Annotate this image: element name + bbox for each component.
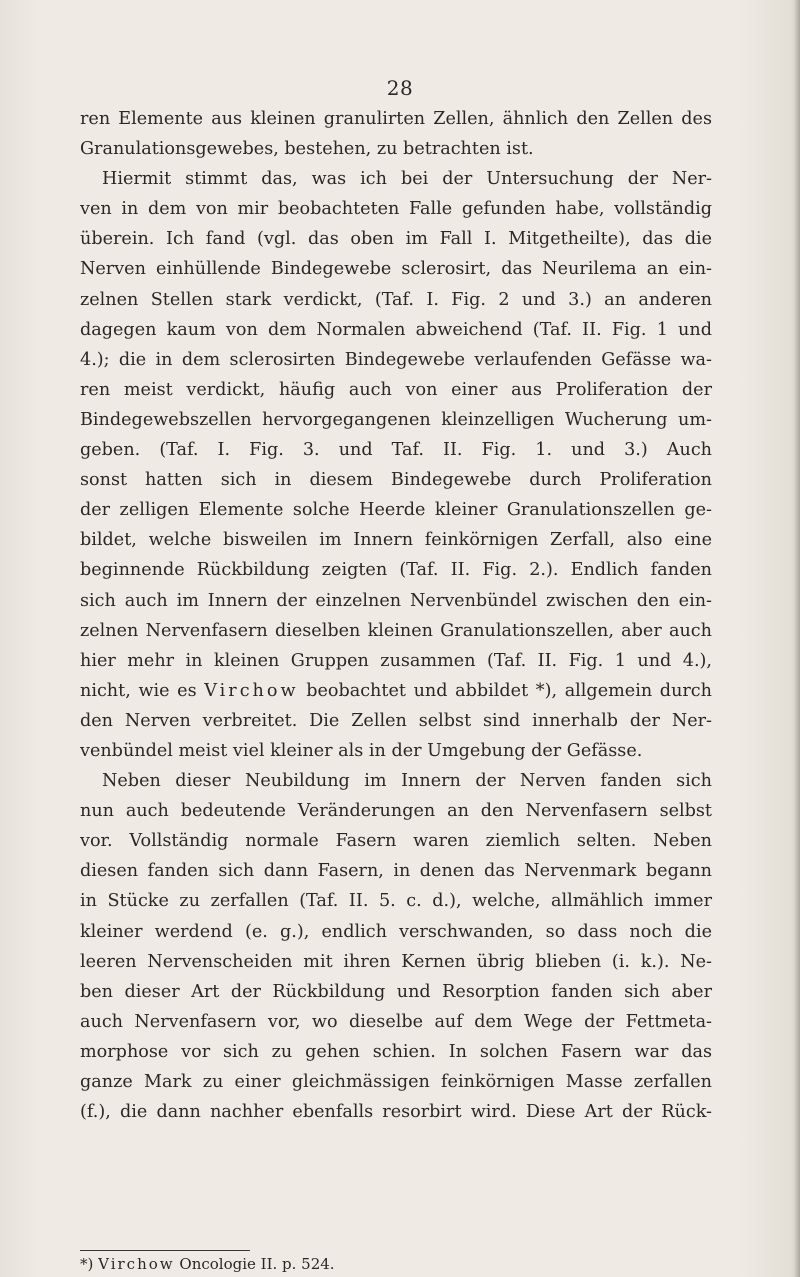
text-line: Granulationsgewebes, bestehen, zu betrachten ist. — [80, 139, 534, 160]
text-line: 4.); die in dem sclerosirten Bindegewebe verlaufenden Gefässe wa- — [80, 349, 712, 370]
text-line: zelnen Stellen stark verdickt, (Taf. I. Fig. 2 und 3.) an anderen — [80, 289, 712, 310]
footnote-author: Virchow — [98, 1255, 175, 1273]
text-line: bildet, welche bisweilen im Innern feinkörnigen Zerfall, also eine — [80, 530, 712, 551]
text-line: der zelligen Elemente solche Heerde kleiner Granulationszellen ge- — [80, 500, 712, 521]
footnote — [80, 1254, 335, 1274]
text-line: sich auch im Innern der einzelnen Nervenbündel zwischen den ein- — [80, 590, 712, 611]
text-line: Nerven einhüllende Bindegewebe sclerosirt, das Neurilema an ein- — [80, 259, 712, 280]
author-name: Virchow — [204, 680, 299, 701]
text-line: sonst hatten sich in diesem Bindegewebe durch Proliferation — [80, 470, 712, 491]
text-line-with-author — [80, 676, 712, 706]
text-line: Hiermit stimmt das, was ich bei der Untersuchung der Ner- — [102, 169, 712, 190]
text-line: hier mehr in kleinen Gruppen zusammen (Taf. II. Fig. 1 und 4.), — [80, 650, 712, 671]
text-line: ren meist verdickt, häufig auch von einer aus Proliferation der — [80, 379, 712, 400]
text-line: ren Elemente aus kleinen granulirten Zellen, ähnlich den Zellen des — [80, 109, 712, 129]
text-line: venbündel meist viel kleiner als in der Umgebung der Gefässe. — [80, 740, 643, 761]
text-line: überein. Ich fand (vgl. das oben im Fall I. Mitgetheilte), das die — [80, 229, 712, 250]
text-line: (f.), die dann nachher ebenfalls resorbirt wird. Diese Art der Rück- — [80, 1102, 712, 1123]
text-line: auch Nervenfasern vor, wo dieselbe auf dem Wege der Fettmeta- — [80, 1011, 712, 1032]
text-line: ganze Mark zu einer gleichmässigen feinkörnigen Masse zerfallen — [80, 1072, 712, 1092]
text-segment: beobachtet und abbildet *), allgemein durch — [306, 680, 712, 701]
text-line: ben dieser Art der Rückbildung und Resorption fanden sich aber — [80, 981, 712, 1002]
text-line: vor. Vollständig normale Fasern waren ziemlich selten. Neben — [80, 831, 712, 852]
footnote-divider — [80, 1250, 250, 1251]
text-line: in Stücke zu zerfallen (Taf. II. 5. c. d.), welche, allmählich immer — [80, 891, 712, 912]
text-line: Bindegewebszellen hervorgegangenen kleinzelligen Wucherung um- — [80, 409, 712, 430]
footnote-text: Oncologie II. p. 524. — [179, 1255, 335, 1273]
text-line: beginnende Rückbildung zeigten (Taf. II. Fig. 2.). Endlich fanden — [80, 560, 712, 581]
text-line: Neben dieser Neubildung im Innern der Nerven fanden sich — [102, 771, 712, 792]
body-text — [80, 104, 712, 1127]
text-line: nun auch bedeutende Veränderungen an den Nervenfasern selbst — [80, 801, 712, 822]
text-line: zelnen Nervenfasern dieselben kleinen Granulationszellen, aber auch — [80, 620, 712, 641]
text-segment: nicht, wie es — [80, 680, 197, 701]
text-line: geben. (Taf. I. Fig. 3. und Taf. II. Fig. 1. und 3.) Auch — [80, 440, 712, 461]
text-line: diesen fanden sich dann Fasern, in denen das Nervenmark begann — [80, 861, 712, 882]
text-line: dagegen kaum von dem Normalen abweichend (Taf. II. Fig. 1 und — [80, 319, 712, 340]
page-edge-shadow — [794, 0, 800, 1277]
text-line: ven in dem von mir beobachteten Falle gefunden habe, vollständig — [80, 199, 712, 220]
text-line: leeren Nervenscheiden mit ihren Kernen übrig blieben (i. k.). Ne- — [80, 951, 712, 972]
page-number: 28 — [386, 76, 414, 100]
text-line: morphose vor sich zu gehen schien. In solchen Fasern war das — [80, 1041, 712, 1062]
footnote-marker: *) — [80, 1255, 94, 1273]
text-line: den Nerven verbreitet. Die Zellen selbst sind innerhalb der Ner- — [80, 710, 712, 731]
text-line: kleiner werdend (e. g.), endlich verschwanden, so dass noch die — [80, 921, 712, 942]
